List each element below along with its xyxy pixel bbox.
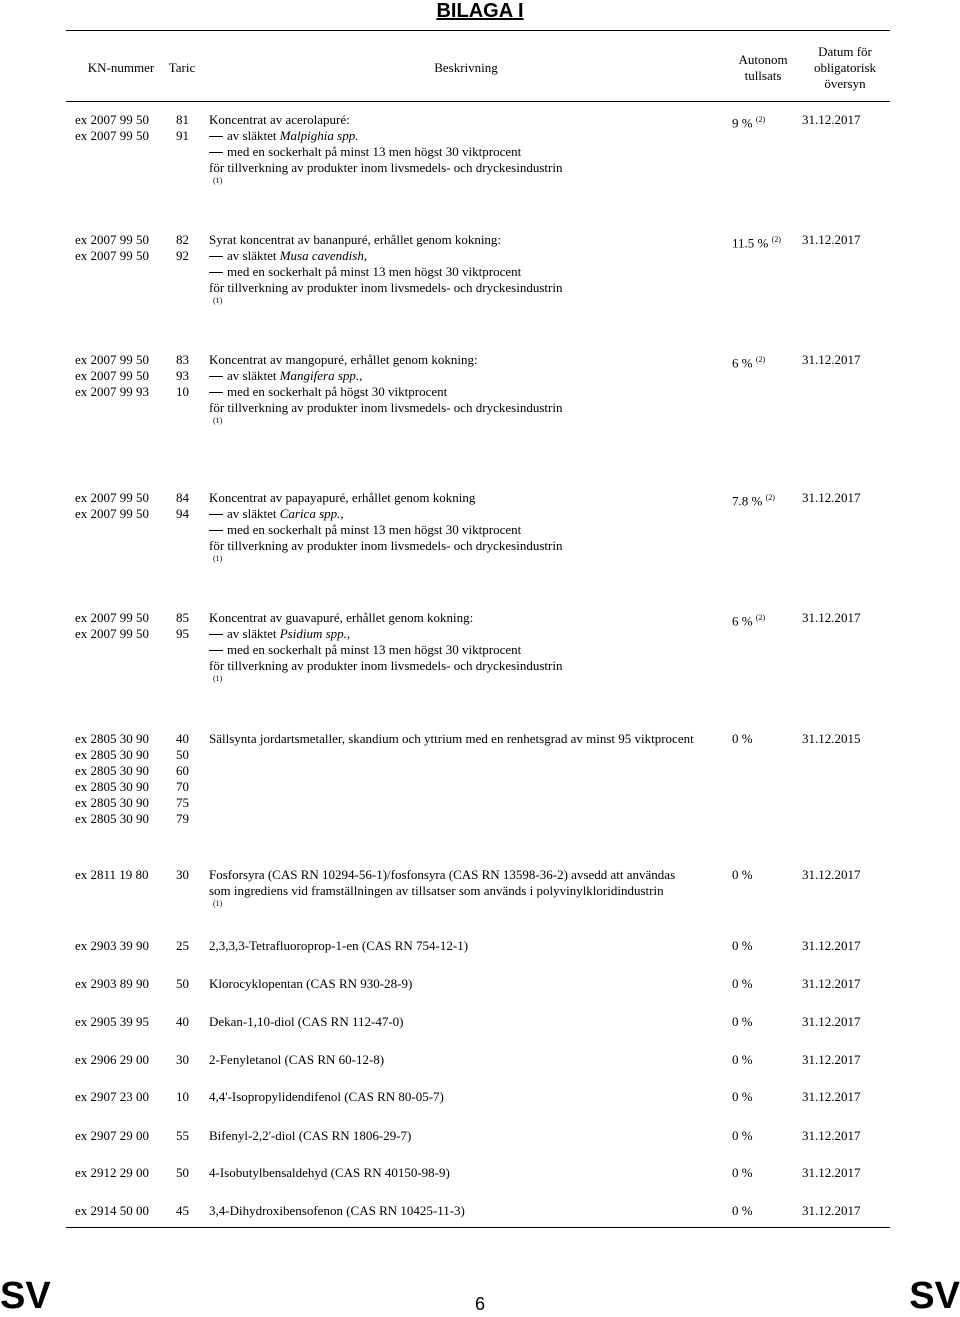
taric-cell: 40 <box>176 1014 189 1029</box>
rate-cell: 11.5 % $^{(2)}$ <box>732 235 781 251</box>
em-dash-mark <box>209 514 223 515</box>
language-code-right: SV <box>909 1275 960 1317</box>
taric-cell: 30 <box>176 867 189 882</box>
description-cell: Fosforsyra (CAS RN 10294-56-1)/fosfonsyra (CAS RN 13598-36-2) avsedd att användas som ingrediens vid framställningen av tillsatser som används i polyvinylkloridindustrin (1) <box>209 867 723 909</box>
date-cell: 31.12.2017 <box>802 1203 861 1218</box>
rate-cell: 6 % $^{(2)}$ <box>732 613 766 629</box>
kn-cell: ex 2907 23 00 <box>75 1089 150 1104</box>
taric-cell: 55 <box>176 1128 189 1143</box>
date-cell: 31.12.2015 <box>802 731 861 746</box>
kn-cell: ex 2811 19 80 <box>75 867 149 882</box>
table-bottom-rule <box>66 1227 890 1228</box>
kn-cell: ex 2903 39 90 <box>75 938 150 953</box>
em-dash-mark <box>209 136 223 137</box>
rate-cell: 7.8 % $^{(2)}$ <box>732 493 775 509</box>
description-cell: Koncentrat av mangopuré, erhållet genom kokning: av släktet Mangifera spp., med en sockerhalt på högst 30 viktprocent för tillverkning av produkter inom livsmedels- och dryckesindustrin (1) <box>209 352 723 426</box>
date-cell: 31.12.2017 <box>802 610 861 625</box>
kn-cell: ex 2007 99 50 ex 2007 99 50 <box>75 490 150 521</box>
taric-cell: 10 <box>176 1089 189 1104</box>
rate-cell: 0 % <box>732 1089 753 1104</box>
em-dash-mark <box>209 650 223 651</box>
kn-cell: ex 2007 99 50 ex 2007 99 50 <box>75 112 150 143</box>
em-dash-mark <box>209 634 223 635</box>
taric-cell: 81 91 <box>176 112 189 143</box>
date-cell: 31.12.2017 <box>802 938 861 953</box>
em-dash-mark <box>209 392 223 393</box>
kn-cell: ex 2906 29 00 <box>75 1052 150 1067</box>
header-description: Beskrivning <box>434 60 498 75</box>
description-cell: Dekan-1,10-diol (CAS RN 112-47-0) <box>209 1014 404 1029</box>
kn-cell: ex 2805 30 90 ex 2805 30 90 ex 2805 30 90 ex 2805 30 90 ex 2805 30 90 ex 2805 30 90 <box>75 731 150 826</box>
rate-cell: 0 % <box>732 1203 753 1218</box>
taric-cell: 85 95 <box>176 610 189 641</box>
header-kn: KN-nummer <box>87 60 155 75</box>
header-taric: Taric <box>168 60 196 75</box>
em-dash-mark <box>209 272 223 273</box>
rate-cell: 0 % <box>732 1052 753 1067</box>
kn-cell: ex 2907 29 00 <box>75 1128 150 1143</box>
kn-cell: ex 2905 39 95 <box>75 1014 150 1029</box>
date-cell: 31.12.2017 <box>802 976 861 991</box>
footnote-mark: (1) <box>213 674 223 683</box>
taric-cell: 30 <box>176 1052 189 1067</box>
taric-cell: 25 <box>176 938 189 953</box>
description-cell: Syrat koncentrat av bananpuré, erhållet genom kokning: av släktet Musa cavendish, med en sockerhalt på minst 13 men högst 30 viktprocent för tillverkning av produkter inom livsmedels- och dryckesindustrin (1) <box>209 232 723 306</box>
taric-cell: 83 93 10 <box>176 352 189 399</box>
kn-cell: ex 2903 89 90 <box>75 976 150 991</box>
description-cell: Sällsynta jordartsmetaller, skandium och yttrium med en renhetsgrad av minst 95 viktprocent <box>209 731 694 746</box>
language-code-left: SV <box>0 1275 51 1317</box>
taric-cell: 84 94 <box>176 490 189 521</box>
footnote-mark: (1) <box>213 296 223 305</box>
taric-cell: 82 92 <box>176 232 189 263</box>
date-cell: 31.12.2017 <box>802 232 861 247</box>
date-cell: 31.12.2017 <box>802 1052 861 1067</box>
description-cell: Koncentrat av acerolapuré: av släktet Malpighia spp. med en sockerhalt på minst 13 men högst 30 viktprocent för tillverkning av produkter inom livsmedels- och dryckesindustrin (1) <box>209 112 723 186</box>
taric-cell: 50 <box>176 1165 189 1180</box>
date-cell: 31.12.2017 <box>802 1089 861 1104</box>
footnote-mark: (1) <box>213 416 223 425</box>
description-cell: 2-Fenyletanol (CAS RN 60-12-8) <box>209 1052 385 1067</box>
date-cell: 31.12.2017 <box>802 490 861 505</box>
date-cell: 31.12.2017 <box>802 867 861 882</box>
header-autonom: Autonom tullsats <box>738 52 788 83</box>
description-cell: 4,4'-Isopropylidendifenol (CAS RN 80-05-7) <box>209 1089 444 1104</box>
header-datum: Datum för obligatorisk översyn <box>813 44 877 91</box>
kn-cell: ex 2007 99 50 ex 2007 99 50 ex 2007 99 93 <box>75 352 150 399</box>
kn-cell: ex 2912 29 00 <box>75 1165 150 1180</box>
page-title: BILAGA I <box>436 0 524 22</box>
rate-cell: 9 % $^{(2)}$ <box>732 115 766 131</box>
rate-cell: 0 % <box>732 1165 753 1180</box>
rate-cell: 0 % <box>732 731 753 746</box>
description-cell: 4-Isobutylbensaldehyd (CAS RN 40150-98-9) <box>209 1165 450 1180</box>
footnote-mark: (1) <box>213 554 223 563</box>
taric-cell: 50 <box>176 976 189 991</box>
date-cell: 31.12.2017 <box>802 112 861 127</box>
date-cell: 31.12.2017 <box>802 352 861 367</box>
date-cell: 31.12.2017 <box>802 1014 861 1029</box>
description-cell: Koncentrat av papayapuré, erhållet genom kokning av släktet Carica spp., med en sockerhalt på minst 13 men högst 30 viktprocent för tillverkning av produkter inom livsmedels- och dryckesindustrin (1) <box>209 490 723 564</box>
footnote-mark: (1) <box>213 176 223 185</box>
em-dash-mark <box>209 152 223 153</box>
date-cell: 31.12.2017 <box>802 1165 861 1180</box>
table-top-rule <box>66 30 890 31</box>
kn-cell: ex 2007 99 50 ex 2007 99 50 <box>75 232 150 263</box>
description-cell: Koncentrat av guavapuré, erhållet genom kokning: av släktet Psidium spp., med en sockerhalt på minst 13 men högst 30 viktprocent för tillverkning av produkter inom livsmedels- och dryckesindustrin (1) <box>209 610 723 684</box>
kn-cell: ex 2914 50 00 <box>75 1203 150 1218</box>
kn-cell: ex 2007 99 50 ex 2007 99 50 <box>75 610 150 641</box>
em-dash-mark <box>209 256 223 257</box>
em-dash-mark <box>209 376 223 377</box>
rate-cell: 0 % <box>732 1014 753 1029</box>
taric-cell: 40 50 60 70 75 79 <box>176 731 189 826</box>
footnote-mark: (1) <box>213 899 223 908</box>
em-dash-mark <box>209 530 223 531</box>
rate-cell: 6 % $^{(2)}$ <box>732 355 766 371</box>
rate-cell: 0 % <box>732 867 753 882</box>
description-cell: Bifenyl-2,2'-diol (CAS RN 1806-29-7) <box>209 1128 412 1143</box>
page-number: 6 <box>474 1294 485 1314</box>
rate-cell: 0 % <box>732 976 753 991</box>
table-header-rule <box>66 101 890 102</box>
taric-cell: 45 <box>176 1203 189 1218</box>
description-cell: 2,3,3,3-Tetrafluoroprop-1-en (CAS RN 754-12-1) <box>209 938 469 953</box>
date-cell: 31.12.2017 <box>802 1128 861 1143</box>
description-cell: Klorocyklopentan (CAS RN 930-28-9) <box>209 976 413 991</box>
rate-cell: 0 % <box>732 1128 753 1143</box>
rate-cell: 0 % <box>732 938 753 953</box>
description-cell: 3,4-Dihydroxibensofenon (CAS RN 10425-11-3) <box>209 1203 465 1218</box>
